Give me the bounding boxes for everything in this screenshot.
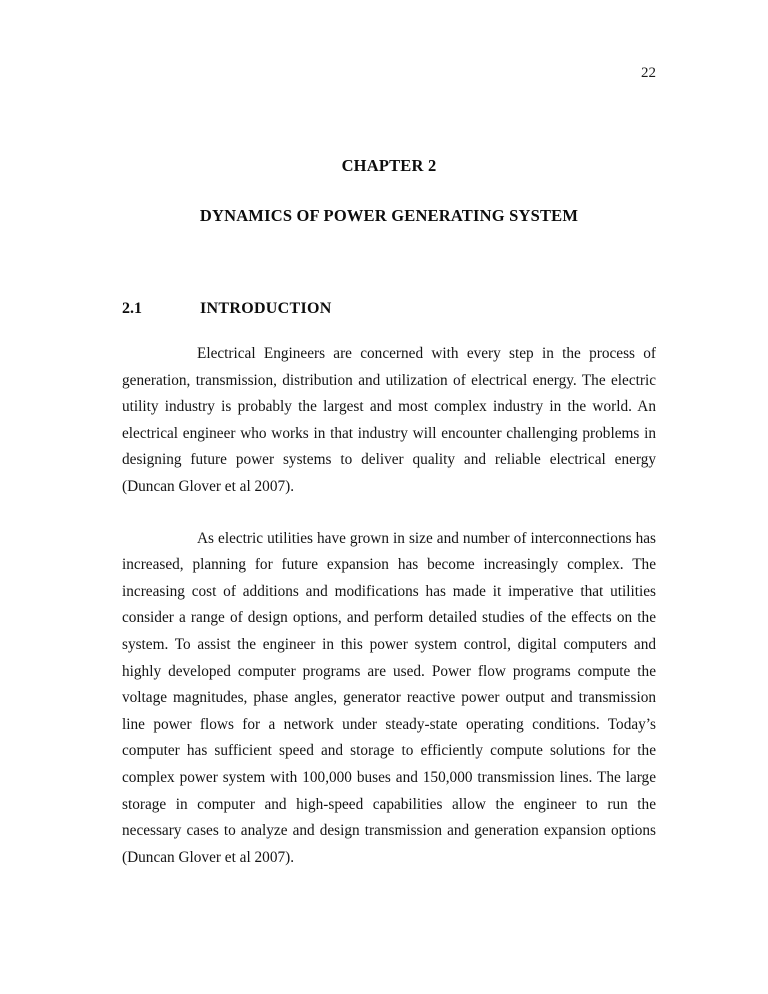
body-paragraph: As electric utilities have grown in size and number of interconnections has increased, planning for future expansion has become increasingly complex. The increasing cost of additions and modifications has made it imperative that utilities consider a range of design options, and perform detailed studies of the effects on the system. To assist the engineer in this power system control, digital computers and highly developed computer programs are used. Power flow programs compute the voltage magnitudes, phase angles, generator reactive power output and transmission line power flows for a network under steady-state operating conditions. Today’s computer has sufficient speed and storage to efficiently compute solutions for the complex power system with 100,000 buses and 150,000 transmission lines. The large storage in computer and high-speed capabilities allow the engineer to run the necessary cases to analyze and design transmission and generation expansion options (Duncan Glover et al 2007). — [122, 529, 656, 866]
page-number: 22 — [641, 65, 656, 81]
page-content-column — [122, 0, 656, 871]
chapter-heading: CHAPTER 2 — [341, 156, 437, 175]
chapter-title: DYNAMICS OF POWER GENERATING SYSTEM — [199, 206, 579, 225]
section-label: INTRODUCTION — [200, 300, 332, 317]
section-number: 2.1 — [122, 300, 142, 317]
body-paragraph: Electrical Engineers are concerned with every step in the process of generation, transmission, distribution and utilization of electrical energy. The electric utility industry is probably the largest and most complex industry in the world. An electrical engineer who works in that industry will encounter challenging problems in designing future power systems to deliver quality and reliable electrical energy (Duncan Glover et al 2007). — [122, 345, 656, 495]
section-heading — [122, 299, 656, 319]
